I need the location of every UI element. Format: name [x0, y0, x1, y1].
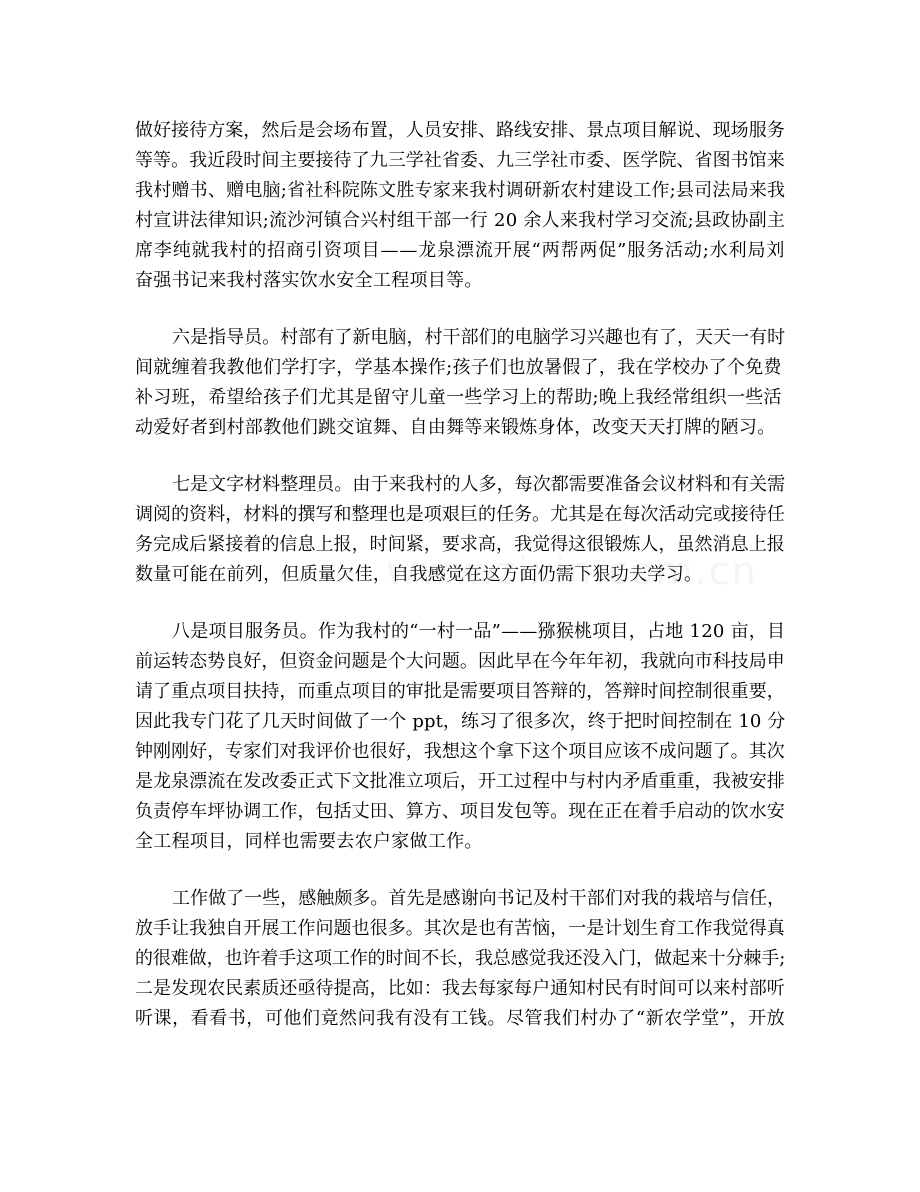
text-line: 七是文字材料整理员。由于来我村的人多，每次都需要准备会议材料和有关需: [172, 474, 786, 495]
text-line: 请了重点项目扶持，而重点项目的审批是需要项目答辩的，答辩时间控制很重要，: [135, 681, 785, 702]
text-line: 前运转态势良好，但资金问题是个大问题。因此早在今年年初，我就向市科技局申: [135, 651, 785, 672]
text-line: 因此我专门花了几天时间做了一个 ppt，练习了很多次，终于把时间控制在 10 分: [135, 711, 786, 732]
text-line: 八是项目服务员。作为我村的“一村一品”——猕猴桃项目，占地 120 亩，目: [172, 621, 786, 642]
text-line: 补习班，希望给孩子们尤其是留守儿童一些学习上的帮助;晚上我经常组织一些活: [135, 387, 782, 408]
text-line: 听课，看看书，可他们竟然问我有没有工钱。尽管我们村办了“新农学堂”，开放: [135, 1008, 786, 1029]
text-line: 二是发现农民素质还亟待提高，比如：我去每家每户通知村民有时间可以来村部听: [135, 978, 785, 999]
text-line: 动爱好者到村部教他们跳交谊舞、自由舞等来锻炼身体，改变天天打牌的陋习。: [135, 417, 776, 438]
text-line: 奋强书记来我村落实饮水安全工程项目等。: [135, 270, 483, 291]
text-line: 做好接待方案，然后是会场布置，人员安排、路线安排、景点项目解说、现场服务: [135, 120, 785, 141]
text-line: 等等。我近段时间主要接待了九三学社省委、九三学社市委、医学院、省图书馆来: [135, 150, 785, 171]
text-line: 工作做了一些，感触颇多。首先是感谢向书记及村干部们对我的栽培与信任，: [172, 888, 786, 909]
text-line: 六是指导员。村部有了新电脑，村干部们的电脑学习兴趣也有了，天天一有时: [172, 327, 786, 348]
text-line: 放手让我独自开展工作问题也很多。其次是也有苦恼，一是计划生育工作我觉得真: [135, 918, 785, 939]
text-line: 数量可能在前列，但质量欠佳，自我感觉在这方面仍需下狠功夫学习。: [135, 564, 703, 585]
text-line: 是龙泉漂流在发改委正式下文批准立项后，开工过程中与村内矛盾重重，我被安排: [135, 771, 785, 792]
text-line: 席李纯就我村的招商引资项目——龙泉漂流开展“两帮两促”服务活动;水利局刘: [135, 240, 786, 261]
text-line: 间就缠着我教他们学打字，学基本操作;孩子们也放暑假了，我在学校办了个免费: [135, 357, 782, 378]
text-line: 的很难做，也许着手这项工作的时间不长，我总感觉我还没入门，做起来十分棘手;: [135, 948, 786, 969]
text-line: 村宣讲法律知识;流沙河镇合兴村组干部一行 20 余人来我村学习交流;县政协副主: [135, 210, 786, 231]
text-line: 调阅的资料，材料的撰写和整理也是项艰巨的任务。尤其是在每次活动完或接待任: [135, 504, 785, 525]
text-line: 钟刚刚好，专家们对我评价也很好，我想这个拿下这个项目应该不成问题了。其次: [135, 741, 785, 762]
text-line: 务完成后紧接着的信息上报，时间紧，要求高，我觉得这很锻炼人，虽然消息上报: [135, 534, 785, 555]
text-line: 全工程项目，同样也需要去农户家做工作。: [135, 831, 483, 852]
text-line: 负责停车坪协调工作，包括丈田、算方、项目发包等。现在正在着手启动的饮水安: [135, 801, 785, 822]
text-line: 我村赠书、赠电脑;省社科院陈文胜专家来我村调研新农村建设工作;县司法局来我: [135, 180, 786, 201]
